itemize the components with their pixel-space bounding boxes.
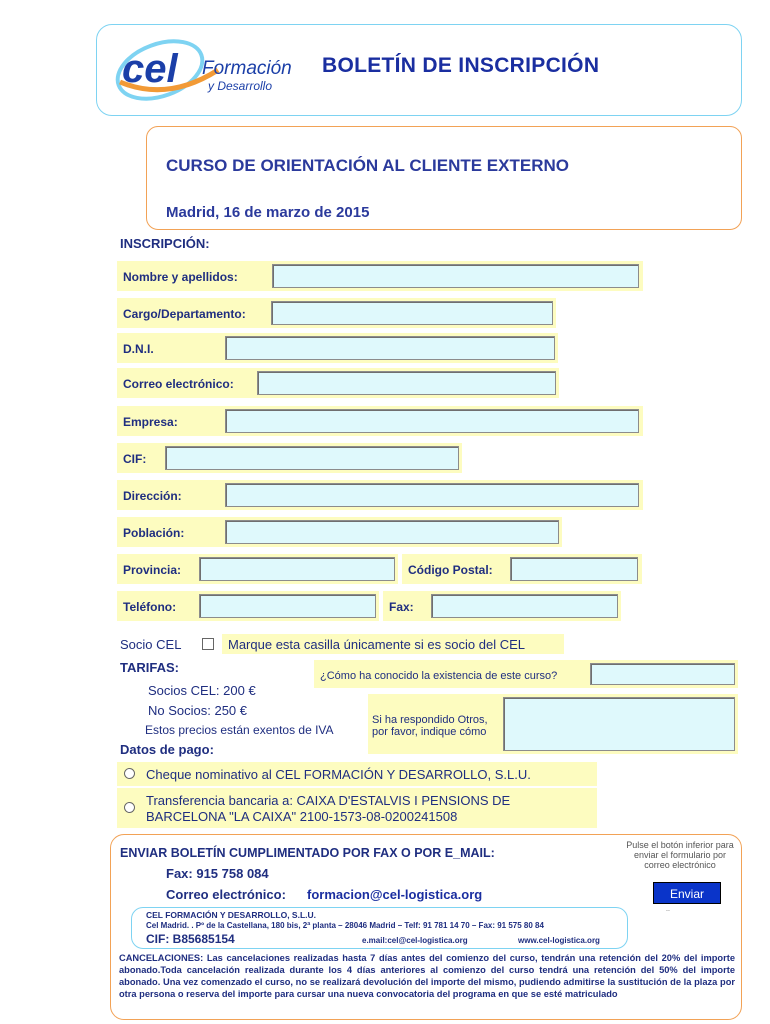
- envio-fax: Fax: 915 758 084: [166, 866, 269, 881]
- label-telefono: Teléfono:: [123, 600, 177, 614]
- label-codigo-postal: Código Postal:: [408, 563, 493, 577]
- transfer-radio[interactable]: [124, 802, 135, 813]
- envio-correo-value[interactable]: formacion@cel-logistica.org: [307, 887, 483, 902]
- fax-input[interactable]: [431, 594, 618, 618]
- otros-textarea[interactable]: [503, 697, 735, 751]
- page-title: BOLETÍN DE INSCRIPCIÓN: [322, 54, 600, 77]
- telefono-input[interactable]: [199, 594, 376, 618]
- envio-correo-label: Correo electrónico:: [166, 887, 286, 902]
- tarifa-socios: Socios CEL: 200 €: [148, 683, 256, 698]
- send-button[interactable]: Enviar: [653, 882, 721, 904]
- logo-sub2-text: y Desarrollo: [208, 79, 273, 93]
- label-cargo: Cargo/Departamento:: [123, 307, 246, 321]
- direccion-input[interactable]: [225, 483, 639, 507]
- company-email[interactable]: e.mail:cel@cel-logistica.org: [362, 936, 468, 945]
- cheque-text: Cheque nominativo al CEL FORMACIÓN Y DESARROLLO, S.L.U.: [146, 767, 531, 782]
- socio-label: Socio CEL: [120, 637, 182, 652]
- send-dots: ..: [666, 906, 670, 913]
- socio-checkbox[interactable]: [202, 638, 214, 650]
- logo-sub1-text: Formación: [202, 58, 292, 79]
- inscripcion-heading: INSCRIPCIÓN:: [120, 236, 210, 251]
- label-dni: D.N.I.: [123, 342, 154, 356]
- correo-input[interactable]: [257, 371, 556, 395]
- label-provincia: Provincia:: [123, 563, 182, 577]
- company-address: Cel Madrid. . Pº de la Castellana, 180 bis, 2ª planta – 28046 Madrid – Telf: 91 781 14 70 – Fax: 91 575 80 84: [146, 921, 544, 930]
- poblacion-input[interactable]: [225, 520, 559, 544]
- otros-line1: Si ha respondido Otros,: [372, 714, 488, 726]
- company-name: CEL FORMACIÓN Y DESARROLLO, S.L.U.: [146, 910, 317, 920]
- otros-line2: por favor, indique cómo: [372, 726, 487, 738]
- label-poblacion: Población:: [123, 526, 185, 540]
- transfer-line2: BARCELONA "LA CAIXA" 2100-1573-08-0200241508: [146, 809, 458, 824]
- envio-heading: ENVIAR BOLETÍN CUMPLIMENTADO POR FAX O POR E_MAIL:: [120, 846, 495, 860]
- cheque-radio[interactable]: [124, 768, 135, 779]
- socio-text: Marque esta casilla únicamente si es socio del CEL: [228, 637, 525, 652]
- label-fax: Fax:: [389, 600, 414, 614]
- tarifas-heading: TARIFAS:: [120, 660, 179, 675]
- cel-logo: [108, 30, 318, 110]
- label-cif: CIF:: [123, 452, 147, 466]
- label-empresa: Empresa:: [123, 415, 178, 429]
- label-correo: Correo electrónico:: [123, 377, 234, 391]
- course-title: CURSO DE ORIENTACIÓN AL CLIENTE EXTERNO: [166, 156, 569, 175]
- nombre-input[interactable]: [272, 264, 639, 288]
- question-text: ¿Cómo ha conocido la existencia de este curso?: [320, 670, 558, 682]
- cif-input[interactable]: [165, 446, 459, 470]
- dni-input[interactable]: [225, 336, 555, 360]
- question-select[interactable]: [590, 663, 735, 685]
- tarifa-no-socios: No Socios: 250 €: [148, 703, 248, 718]
- codigo-postal-input[interactable]: [510, 557, 638, 581]
- empresa-input[interactable]: [225, 409, 639, 433]
- pago-heading: Datos de pago:: [120, 742, 214, 757]
- send-notice: Pulse el botón inferior para enviar el formulario por correo electrónico: [623, 840, 737, 880]
- tarifa-iva: Estos precios están exentos de IVA: [145, 723, 334, 737]
- cancelaciones-text: CANCELACIONES: Las cancelaciones realizadas hasta 7 días antes del comienzo del curso, tendrán una retención del 20% del importe abonado.Toda cancelación realizada durante los 4 días anteriores al comienzo del curso tendrá una retención del 50% del importe abonado. Una vez comenzado el curso, no se realizará devolución del importe del mismo, pudiendo admitirse la sustitución de la plaza por otra persona o reserva del importe para cursar una nueva convocatoria del programa en que se esté matriculado: [119, 953, 735, 999]
- provincia-input[interactable]: [199, 557, 395, 581]
- logo-main-text: cel: [122, 47, 178, 91]
- label-nombre: Nombre y apellidos:: [123, 270, 238, 284]
- label-direccion: Dirección:: [123, 489, 182, 503]
- company-cif: CIF: B85685154: [146, 932, 235, 946]
- transfer-line1: Transferencia bancaria a: CAIXA D'ESTALVIS I PENSIONS DE: [146, 793, 511, 808]
- cargo-input[interactable]: [271, 301, 553, 325]
- course-date: Madrid, 16 de marzo de 2015: [166, 204, 370, 221]
- company-web[interactable]: www.cel-logistica.org: [518, 936, 600, 945]
